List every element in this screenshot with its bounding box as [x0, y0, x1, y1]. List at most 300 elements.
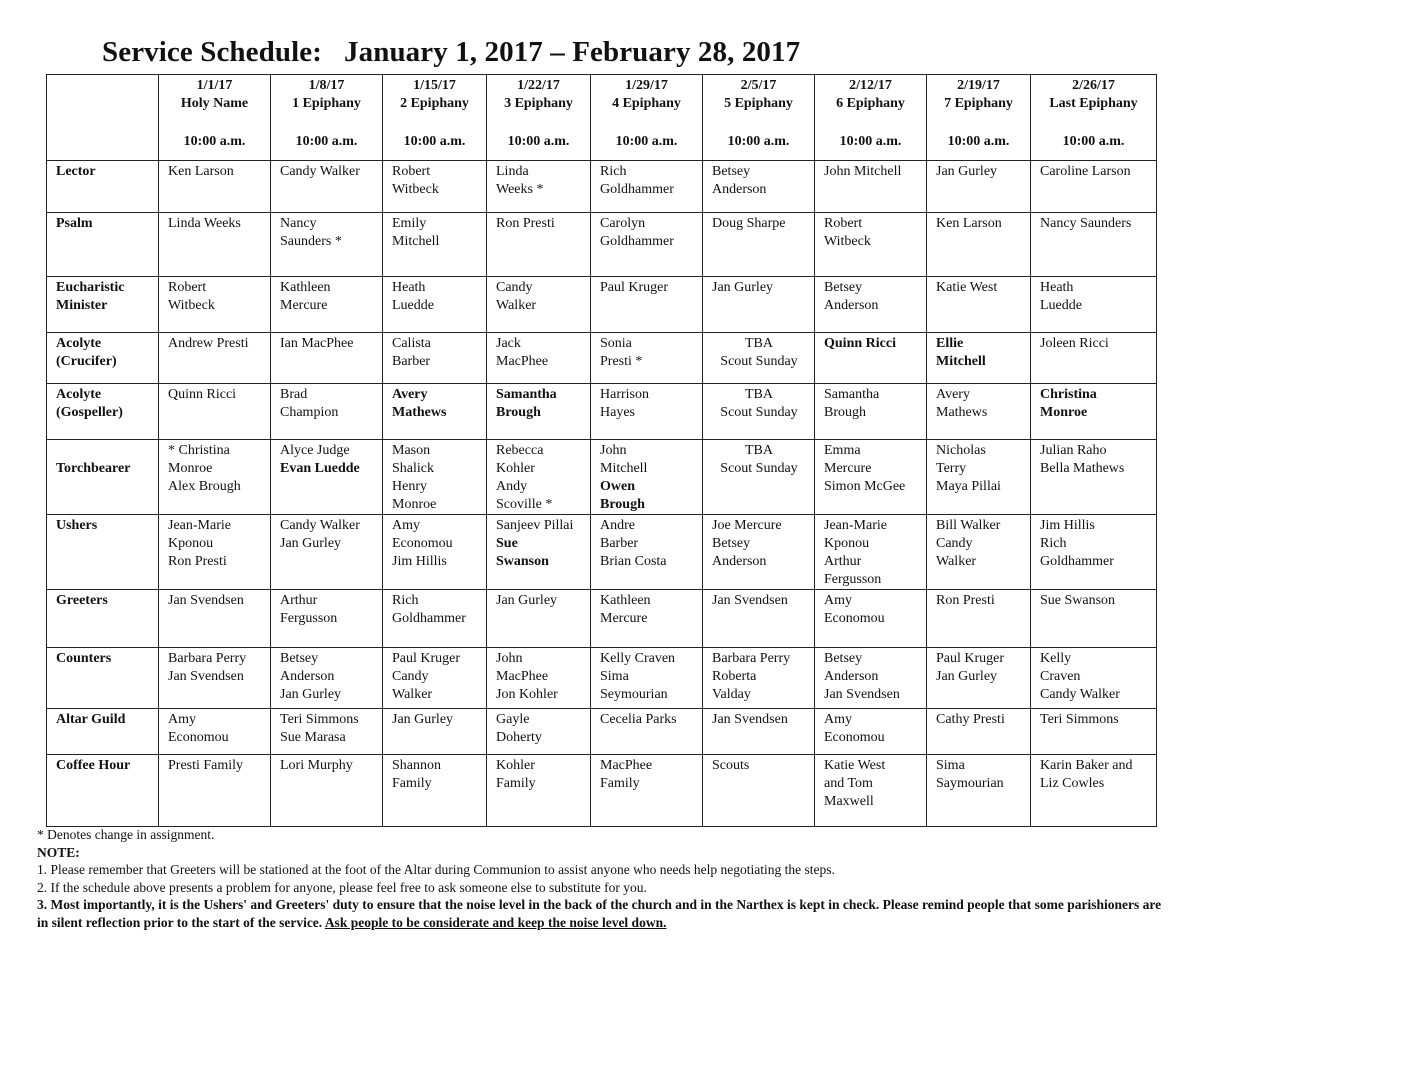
- role-label-line: Counters: [56, 651, 112, 666]
- assignee-line: Anderson: [280, 669, 335, 684]
- assignee-line: Andy: [496, 479, 528, 494]
- assignment-cell: [159, 440, 271, 515]
- assignee-line: Arthur: [824, 554, 862, 569]
- assignment-cell: [591, 333, 703, 384]
- assignee-line: Jack: [496, 336, 521, 351]
- assignment-cell: [703, 384, 815, 440]
- assignee-line: Fergusson: [824, 572, 882, 587]
- assignment-cell: [159, 213, 271, 277]
- table-row: [47, 590, 1157, 648]
- note-item-2: 2. If the schedule above presents a problem for anyone, please feel free to ask someone else to substitute for you.: [37, 879, 647, 895]
- assignee-line: TBA: [745, 443, 773, 458]
- assignment-cell: [159, 384, 271, 440]
- service-date: 1/22/17: [517, 78, 560, 93]
- assignee-line: Alex Brough: [168, 479, 241, 494]
- assignment-cell: [487, 277, 591, 333]
- assignee-line: Heath: [1040, 280, 1074, 295]
- role-label-line: Eucharistic: [56, 280, 125, 295]
- assignee-line: Teri Simmons: [280, 712, 359, 727]
- assignee-line: Sue: [496, 536, 518, 551]
- assignee-line: Doherty: [496, 730, 542, 745]
- assignment-cell: [1031, 384, 1157, 440]
- assignee-line: Presti *: [600, 354, 643, 369]
- assignee-line: Ron Presti: [496, 216, 555, 231]
- assignee-line: Economou: [824, 730, 885, 745]
- assignment-cell: [159, 515, 271, 590]
- assignee-line: Kelly: [1040, 651, 1072, 666]
- assignment-cell: [927, 213, 1031, 277]
- assignee-line: Economou: [392, 536, 453, 551]
- assignee-line: Maya Pillai: [936, 479, 1001, 494]
- role-label: [47, 709, 159, 755]
- assignment-cell: [383, 709, 487, 755]
- role-label: [47, 755, 159, 827]
- assignee-line: Anderson: [712, 554, 767, 569]
- service-time: 10:00 a.m.: [1062, 134, 1125, 149]
- assignment-cell: [487, 161, 591, 213]
- service-time: 10:00 a.m.: [947, 134, 1010, 149]
- role-label-line: Psalm: [56, 216, 93, 231]
- assignee-line: Economou: [824, 611, 885, 626]
- role-label-line: Minister: [56, 298, 108, 313]
- assignee-line: Lori Murphy: [280, 758, 353, 773]
- assignee-line: MacPhee: [496, 669, 549, 684]
- assignee-line: Cathy Presti: [936, 712, 1005, 727]
- assignee-line: Saunders *: [280, 234, 342, 249]
- assignment-cell: [591, 440, 703, 515]
- assignee-line: Betsey: [280, 651, 319, 666]
- assignment-cell: [383, 384, 487, 440]
- service-time: 10:00 a.m.: [615, 134, 678, 149]
- assignee-line: Barber: [600, 536, 639, 551]
- assignee-line: Jan Gurley: [936, 164, 998, 179]
- assignment-cell: [591, 277, 703, 333]
- assignee-line: Jan Gurley: [280, 536, 342, 551]
- assignee-line: Mathews: [936, 405, 988, 420]
- assignment-cell: [815, 755, 927, 827]
- assignee-line: Sonia: [600, 336, 632, 351]
- assignment-cell: [1031, 161, 1157, 213]
- assignment-cell: [703, 440, 815, 515]
- role-label-line: Ushers: [56, 518, 98, 533]
- assignee-line: Candy: [496, 280, 533, 295]
- service-name: 5 Epiphany: [724, 96, 793, 111]
- role-label-line: Torchbearer: [56, 461, 131, 476]
- assignee-line: Luedde: [1040, 298, 1082, 313]
- table-row: [47, 384, 1157, 440]
- assignee-line: Brough: [496, 405, 541, 420]
- column-header: [271, 75, 383, 161]
- assignment-cell: [271, 161, 383, 213]
- assignee-line: Amy: [824, 712, 852, 727]
- assignee-line: Ron Presti: [168, 554, 227, 569]
- notes-section: [37, 826, 1377, 931]
- assignment-cell: [703, 277, 815, 333]
- service-date: 1/15/17: [413, 78, 456, 93]
- assignee-line: * Christina: [168, 443, 230, 458]
- assignee-line: Scouts: [712, 758, 750, 773]
- assignee-line: Walker: [392, 687, 433, 702]
- assignee-line: Brough: [824, 405, 866, 420]
- assignee-line: Shannon: [392, 758, 441, 773]
- assignment-cell: [591, 213, 703, 277]
- assignment-cell: [815, 333, 927, 384]
- assignment-cell: [383, 515, 487, 590]
- assignee-line: Bill Walker: [936, 518, 1001, 533]
- note-item-3-text: in silent reflection prior to the start of the service.: [37, 914, 325, 930]
- assignment-cell: [591, 161, 703, 213]
- column-header: [591, 75, 703, 161]
- role-label-line: (Crucifer): [56, 354, 117, 369]
- assignee-line: Barbara Perry: [168, 651, 247, 666]
- service-date: 2/12/17: [849, 78, 892, 93]
- assignment-cell: [815, 440, 927, 515]
- assignment-cell: [591, 709, 703, 755]
- role-label-line: Altar Guild: [56, 712, 126, 727]
- assignee-line: Rich: [392, 593, 419, 608]
- assignment-cell: [815, 161, 927, 213]
- assignee-line: Jim Hillis: [1040, 518, 1095, 533]
- role-label-line: Coffee Hour: [56, 758, 131, 773]
- assignee-line: Kelly Craven: [600, 651, 676, 666]
- assignment-cell: [591, 515, 703, 590]
- table-row: [47, 213, 1157, 277]
- assignment-cell: [1031, 755, 1157, 827]
- assignee-line: Mitchell: [392, 234, 440, 249]
- assignee-line: Sima: [936, 758, 965, 773]
- assignment-cell: [1031, 709, 1157, 755]
- note-item-3-emphasis: Ask people to be considerate and keep the noise level down.: [324, 914, 667, 930]
- assignee-line: Candy Walker: [280, 518, 360, 533]
- assignee-line: Kathleen: [600, 593, 651, 608]
- assignee-line: Luedde: [392, 298, 434, 313]
- assignment-cell: [271, 333, 383, 384]
- assignee-line: Jan Gurley: [280, 687, 342, 702]
- table-row: [47, 277, 1157, 333]
- assignee-line: Amy: [168, 712, 196, 727]
- assignee-line: Roberta: [712, 669, 757, 684]
- assignee-line: Sanjeev Pillai: [496, 518, 574, 533]
- assignee-line: Ian MacPhee: [280, 336, 354, 351]
- assignment-cell: [1031, 213, 1157, 277]
- column-header: [1031, 75, 1157, 161]
- assignment-cell: [487, 590, 591, 648]
- assignee-line: Cecelia Parks: [600, 712, 677, 727]
- assignment-cell: [383, 161, 487, 213]
- assignee-line: Avery: [936, 387, 970, 402]
- assignee-line: Katie West: [936, 280, 998, 295]
- assignment-cell: [591, 384, 703, 440]
- column-header: [383, 75, 487, 161]
- role-label-line: Greeters: [56, 593, 108, 608]
- assignee-line: Harrison: [600, 387, 649, 402]
- service-date: 2/26/17: [1072, 78, 1115, 93]
- service-name: 6 Epiphany: [836, 96, 905, 111]
- assignee-line: Sima: [600, 669, 629, 684]
- role-label-line: Acolyte: [56, 387, 102, 402]
- role-label: [47, 648, 159, 709]
- assignment-cell: [159, 277, 271, 333]
- assignee-line: Linda: [496, 164, 529, 179]
- column-header: [815, 75, 927, 161]
- assignee-line: Ken Larson: [168, 164, 234, 179]
- assignment-cell: [1031, 440, 1157, 515]
- assignee-line: Walker: [936, 554, 977, 569]
- table-row: [47, 755, 1157, 827]
- assignee-line: Scout Sunday: [720, 461, 798, 476]
- assignment-cell: [383, 590, 487, 648]
- assignment-cell: [591, 590, 703, 648]
- footnote: * Denotes change in assignment.: [37, 827, 215, 842]
- service-date: 1/8/17: [308, 78, 345, 93]
- assignee-line: Calista: [392, 336, 431, 351]
- assignee-line: and Tom: [824, 776, 873, 791]
- service-date: 1/29/17: [625, 78, 668, 93]
- assignee-line: Weeks *: [496, 182, 544, 197]
- assignment-cell: [159, 755, 271, 827]
- assignee-line: Heath: [392, 280, 426, 295]
- assignee-line: Candy Walker: [280, 164, 360, 179]
- role-label: [47, 213, 159, 277]
- assignee-line: Doug Sharpe: [712, 216, 786, 231]
- assignment-cell: [159, 648, 271, 709]
- assignee-line: Goldhammer: [600, 182, 674, 197]
- assignment-cell: [487, 755, 591, 827]
- assignee-line: Nancy Saunders: [1040, 216, 1132, 231]
- assignee-line: Kohler: [496, 758, 535, 773]
- assignment-cell: [487, 648, 591, 709]
- assignment-cell: [815, 213, 927, 277]
- assignee-line: Ellie: [936, 336, 964, 351]
- service-time: 10:00 a.m.: [727, 134, 790, 149]
- assignment-cell: [271, 384, 383, 440]
- assignment-cell: [703, 333, 815, 384]
- assignment-cell: [383, 755, 487, 827]
- assignee-line: Ken Larson: [936, 216, 1002, 231]
- assignee-line: Christina: [1040, 387, 1097, 402]
- assignee-line: Family: [496, 776, 536, 791]
- assignee-line: Robert: [168, 280, 207, 295]
- role-label-line: Acolyte: [56, 336, 102, 351]
- assignment-cell: [271, 440, 383, 515]
- assignment-cell: [591, 755, 703, 827]
- assignment-cell: [815, 515, 927, 590]
- note-item-3-line-1: 3. Most importantly, it is the Ushers' and Greeters' duty to ensure that the noise level in the back of the church and in the Narthex is kept in check. Please remind people that some parishioners are: [37, 897, 1162, 912]
- service-name: 1 Epiphany: [292, 96, 361, 111]
- note-heading: NOTE:: [37, 844, 80, 860]
- assignee-line: Rich: [1040, 536, 1067, 551]
- assignee-line: Kponou: [824, 536, 870, 551]
- assignee-line: Anderson: [824, 298, 879, 313]
- assignee-line: Paul Kruger: [936, 651, 1005, 666]
- assignee-line: Jan Svendsen: [712, 593, 788, 608]
- assignment-cell: [487, 709, 591, 755]
- assignment-cell: [1031, 277, 1157, 333]
- assignee-line: Family: [392, 776, 432, 791]
- assignee-line: Robert: [824, 216, 863, 231]
- assignment-cell: [271, 590, 383, 648]
- assignee-line: Jan Gurley: [936, 669, 998, 684]
- assignee-line: Jon Kohler: [496, 687, 558, 702]
- assignee-line: Jan Svendsen: [168, 669, 244, 684]
- assignment-cell: [927, 648, 1031, 709]
- assignee-line: MacPhee: [600, 758, 653, 773]
- assignment-cell: [487, 213, 591, 277]
- assignee-line: Joe Mercure: [712, 518, 782, 533]
- assignee-line: Presti Family: [168, 758, 244, 773]
- assignee-line: Monroe: [1040, 405, 1088, 420]
- assignment-cell: [927, 161, 1031, 213]
- assignee-line: Champion: [280, 405, 339, 420]
- role-label: [47, 590, 159, 648]
- assignment-cell: [1031, 590, 1157, 648]
- assignee-line: Linda Weeks: [168, 216, 241, 231]
- assignment-cell: [927, 277, 1031, 333]
- assignee-line: Amy: [824, 593, 852, 608]
- assignee-line: Candy Walker: [1040, 687, 1120, 702]
- assignee-line: Sue Swanson: [1040, 593, 1116, 608]
- role-label-line: Lector: [56, 164, 96, 179]
- assignee-line: Karin Baker and: [1040, 758, 1133, 773]
- assignee-line: Kponou: [168, 536, 214, 551]
- assignment-cell: [159, 709, 271, 755]
- assignee-line: Barber: [392, 354, 431, 369]
- assignee-line: Andre: [600, 518, 635, 533]
- assignee-line: Maxwell: [824, 794, 874, 809]
- assignee-line: Craven: [1040, 669, 1081, 684]
- assignee-line: Monroe: [392, 497, 437, 512]
- assignee-line: Mercure: [280, 298, 328, 313]
- assignment-cell: [271, 755, 383, 827]
- assignee-line: Nancy: [280, 216, 317, 231]
- assignment-cell: [1031, 648, 1157, 709]
- assignee-line: Jean-Marie: [168, 518, 231, 533]
- assignee-line: Terry: [936, 461, 967, 476]
- assignment-cell: [927, 333, 1031, 384]
- assignee-line: John Mitchell: [824, 164, 902, 179]
- assignee-line: Seymourian: [600, 687, 668, 702]
- assignee-line: Witbeck: [392, 182, 439, 197]
- assignee-line: Samantha: [496, 387, 557, 402]
- assignment-cell: [159, 590, 271, 648]
- assignment-cell: [703, 161, 815, 213]
- assignment-cell: [159, 161, 271, 213]
- role-label: [47, 440, 159, 515]
- column-header: [487, 75, 591, 161]
- assignee-line: Jan Gurley: [496, 593, 558, 608]
- assignee-line: Joleen Ricci: [1040, 336, 1109, 351]
- role-label-line: [56, 442, 150, 460]
- assignment-cell: [927, 709, 1031, 755]
- assignee-line: Katie West: [824, 758, 886, 773]
- assignee-line: Caroline Larson: [1040, 164, 1131, 179]
- assignment-cell: [927, 440, 1031, 515]
- assignee-line: Quinn Ricci: [824, 336, 896, 351]
- assignment-cell: [383, 213, 487, 277]
- assignee-line: Amy: [392, 518, 420, 533]
- service-name: 3 Epiphany: [504, 96, 573, 111]
- assignee-line: Barbara Perry: [712, 651, 791, 666]
- assignee-line: Goldhammer: [1040, 554, 1114, 569]
- assignee-line: Goldhammer: [600, 234, 674, 249]
- assignment-cell: [927, 755, 1031, 827]
- assignee-line: Jean-Marie: [824, 518, 887, 533]
- table-row: [47, 648, 1157, 709]
- assignee-line: Walker: [496, 298, 537, 313]
- assignee-line: Family: [600, 776, 640, 791]
- assignee-line: Simon McGee: [824, 479, 906, 494]
- assignment-cell: [1031, 333, 1157, 384]
- table-row: [47, 709, 1157, 755]
- assignee-line: Rich: [600, 164, 627, 179]
- assignee-line: Evan Luedde: [280, 461, 360, 476]
- assignee-line: Ron Presti: [936, 593, 995, 608]
- assignee-line: Kohler: [496, 461, 535, 476]
- assignee-line: Jan Svendsen: [168, 593, 244, 608]
- assignee-line: Jan Svendsen: [824, 687, 900, 702]
- assignment-cell: [159, 333, 271, 384]
- assignee-line: Owen: [600, 479, 635, 494]
- assignment-cell: [383, 333, 487, 384]
- assignee-line: Betsey: [824, 651, 863, 666]
- assignee-line: Avery: [392, 387, 428, 402]
- assignment-cell: [383, 648, 487, 709]
- note-item-1: 1. Please remember that Greeters will be stationed at the foot of the Altar during Communion to assist anyone who needs help negotiating the steps.: [37, 862, 835, 877]
- assignee-line: Jan Svendsen: [712, 712, 788, 727]
- service-time: 10:00 a.m.: [183, 134, 246, 149]
- assignment-cell: [271, 648, 383, 709]
- role-label: [47, 277, 159, 333]
- assignee-line: Anderson: [712, 182, 767, 197]
- assignee-line: Monroe: [168, 461, 213, 476]
- table-row: [47, 515, 1157, 590]
- assignment-cell: [271, 709, 383, 755]
- assignee-line: Kathleen: [280, 280, 331, 295]
- assignment-cell: [815, 384, 927, 440]
- assignee-line: Quinn Ricci: [168, 387, 237, 402]
- role-label: [47, 515, 159, 590]
- table-row: [47, 333, 1157, 384]
- assignment-cell: [815, 277, 927, 333]
- assignee-line: Scoville *: [496, 497, 553, 512]
- service-date: 2/5/17: [740, 78, 777, 93]
- assignment-cell: [383, 440, 487, 515]
- role-label: [47, 384, 159, 440]
- assignment-cell: [1031, 515, 1157, 590]
- service-time: 10:00 a.m.: [295, 134, 358, 149]
- corner-cell: [47, 75, 159, 161]
- assignee-line: Emily: [392, 216, 427, 231]
- assignee-line: Betsey: [712, 536, 751, 551]
- header-row: [47, 75, 1157, 161]
- assignee-line: Hayes: [600, 405, 635, 420]
- assignee-line: Shalick: [392, 461, 434, 476]
- assignee-line: Gayle: [496, 712, 530, 727]
- role-label: [47, 161, 159, 213]
- assignee-line: Samantha: [824, 387, 880, 402]
- assignee-line: TBA: [745, 387, 773, 402]
- assignee-line: Brian Costa: [600, 554, 667, 569]
- service-date: 2/19/17: [957, 78, 1000, 93]
- assignee-line: Brough: [600, 497, 645, 512]
- assignment-cell: [927, 384, 1031, 440]
- assignment-cell: [271, 277, 383, 333]
- column-header: [159, 75, 271, 161]
- service-name: 4 Epiphany: [612, 96, 681, 111]
- assignment-cell: [271, 213, 383, 277]
- assignment-cell: [703, 709, 815, 755]
- assignee-line: Anderson: [824, 669, 879, 684]
